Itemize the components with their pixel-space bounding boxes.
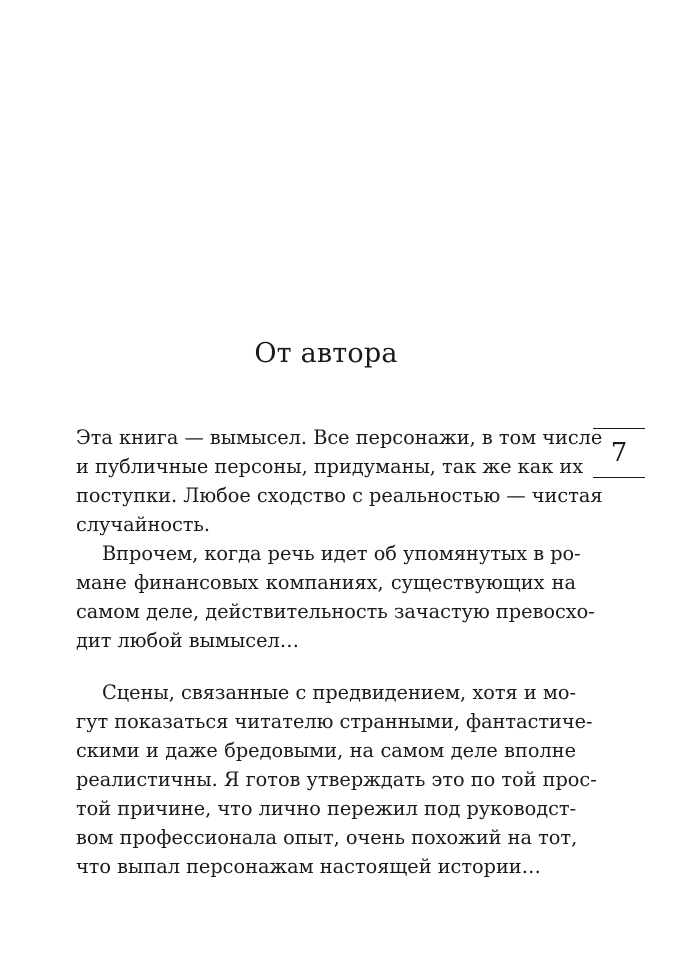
- text-line: мане финансовых компаниях, существующих на: [76, 571, 576, 594]
- text-line: что выпал персонажам настоящей истории…: [76, 855, 541, 878]
- text-line: Эта книга — вымысел. Все персонажи, в том числе: [76, 426, 603, 449]
- paragraph-reality: [76, 539, 595, 655]
- text-line: Впрочем, когда речь идет об упомянутых в ро-: [102, 542, 581, 565]
- text-line: вом профессионала опыт, очень похожий на тот,: [76, 826, 578, 849]
- text-line: поступки. Любое сходство с реальностью — чистая: [76, 484, 603, 507]
- text-line: и публичные персоны, придуманы, так же как их: [76, 455, 584, 478]
- text-line: Сцены, связанные с предвидением, хотя и мо-: [102, 681, 576, 704]
- page-number: 7: [610, 438, 628, 468]
- text-line: гут показаться читателю странными, фантастиче-: [76, 710, 593, 733]
- text-line: реалистичны. Я готов утверждать это по той прос-: [76, 768, 597, 791]
- text-line: дит любой вымысел…: [76, 629, 300, 652]
- paragraph-foresight: [76, 678, 597, 881]
- paragraph-disclaimer: [76, 423, 603, 539]
- text-line: скими и даже бредовыми, на самом деле вполне: [76, 739, 576, 762]
- text-line: той причине, что лично пережил под руководст-: [76, 797, 577, 820]
- chapter-heading: От автора: [254, 338, 398, 369]
- text-line: самом деле, действительность зачастую превосхо-: [76, 600, 595, 623]
- text-line: случайность.: [76, 513, 211, 536]
